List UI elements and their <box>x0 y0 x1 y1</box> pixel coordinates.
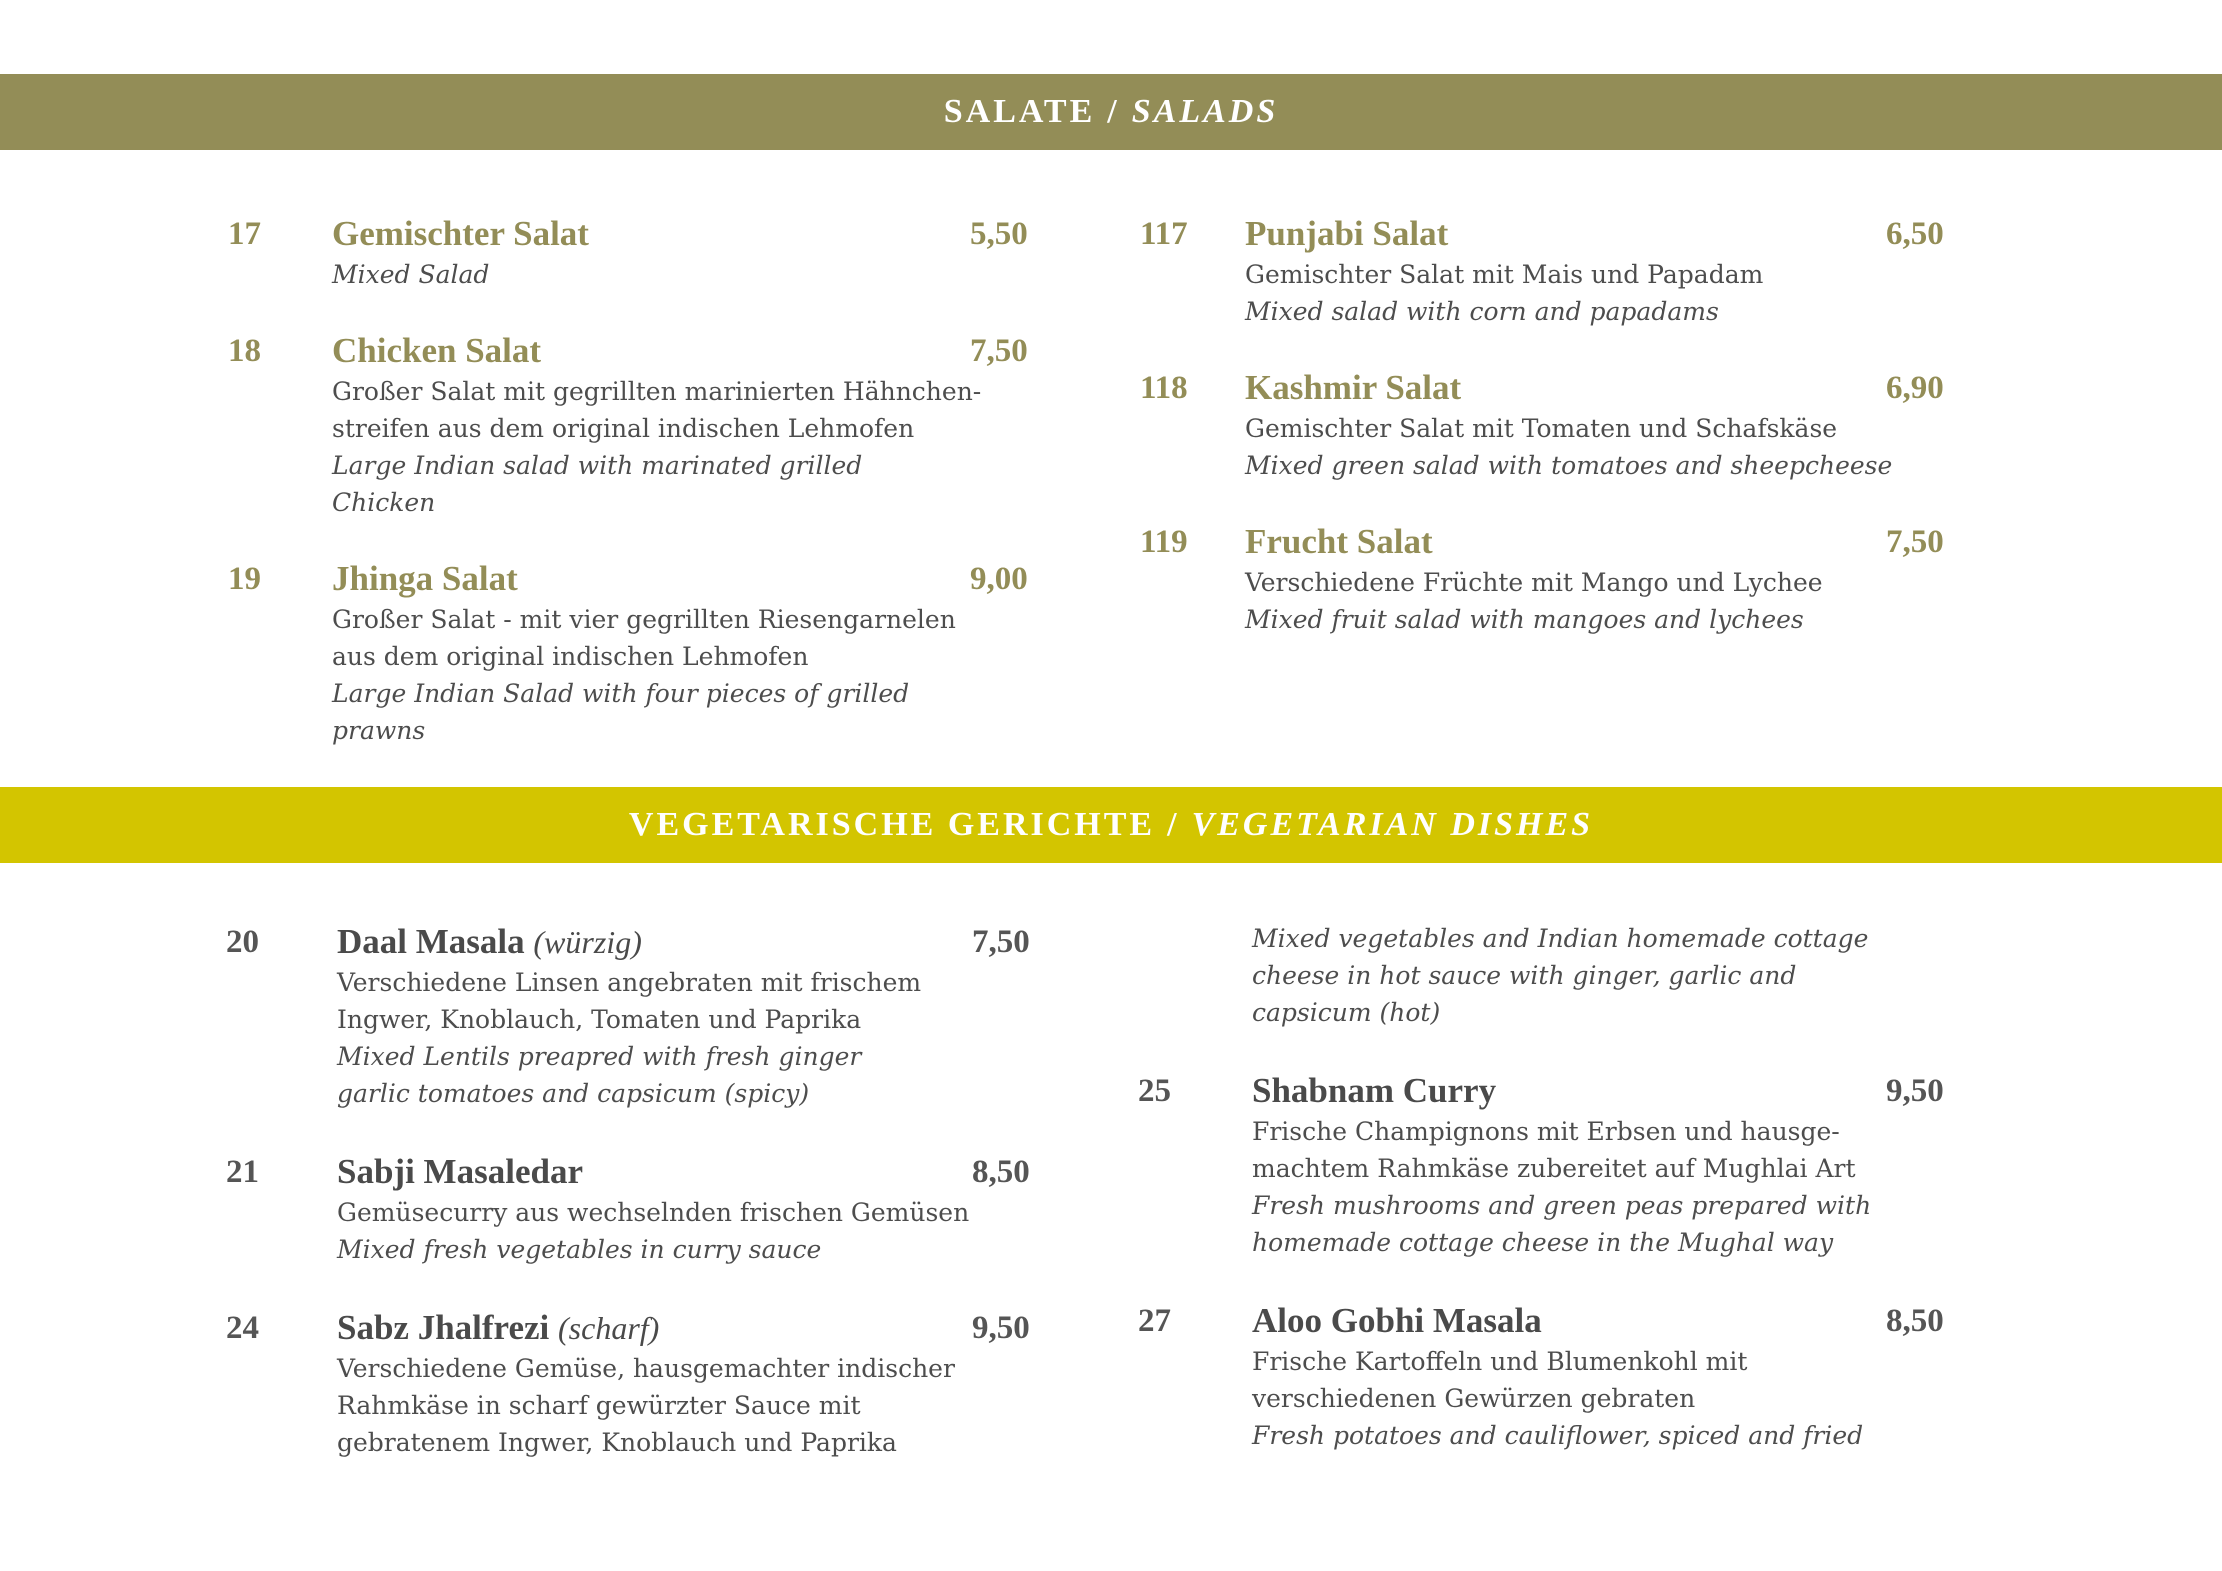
item-name: Punjabi Salat <box>1245 214 1449 253</box>
section-title-de: VEGETARISCHE GERICHTE <box>628 806 1156 843</box>
item-description <box>1245 564 1970 638</box>
item-name-row <box>337 1306 1056 1350</box>
description-line-en: garlic tomatoes and capsicum (spicy) <box>337 1079 810 1108</box>
section-title-separator: / <box>1167 806 1180 843</box>
description-line-en: capsicum (hot) <box>1252 998 1441 1027</box>
section-title-separator: / <box>1107 93 1120 130</box>
description-line-en: Large Indian Salad with four pieces of grilled <box>332 679 910 708</box>
description-line-en: Mixed fresh vegetables in curry sauce <box>337 1235 822 1264</box>
item-number: 118 <box>1140 370 1188 406</box>
description-line-en: Mixed green salad with tomatoes and sheepcheese <box>1245 451 1893 480</box>
section-title-en: VEGETARIAN DISHES <box>1191 806 1594 843</box>
section-title-en: SALADS <box>1131 93 1279 130</box>
item-description <box>1252 1113 1978 1261</box>
item-description <box>332 256 1048 293</box>
item-price: 8,50 <box>972 1154 1030 1190</box>
item-note: (scharf) <box>558 1310 660 1346</box>
item-number: 19 <box>228 561 261 597</box>
item-price: 8,50 <box>1886 1303 1944 1339</box>
section-header-vegetarian <box>0 787 2222 863</box>
description-line-en: Large Indian salad with marinated grilled <box>332 451 863 480</box>
item-price: 9,50 <box>972 1310 1030 1346</box>
menu-item <box>226 1306 1056 1461</box>
item-price: 9,00 <box>970 561 1028 597</box>
item-number: 25 <box>1138 1073 1171 1109</box>
salads-left-column <box>228 212 1048 749</box>
menu-item <box>1138 1299 1978 1454</box>
item-name: Frucht Salat <box>1245 522 1433 561</box>
description-line-de: Frische Kartoffeln und Blumenkohl mit <box>1252 1347 1748 1376</box>
vegetarian-left-column <box>226 920 1056 1461</box>
item-price: 7,50 <box>972 924 1030 960</box>
item-price: 7,50 <box>1886 524 1944 560</box>
menu-item <box>228 329 1048 521</box>
item-description <box>1252 920 1978 1031</box>
item-note: (würzig) <box>533 924 642 960</box>
description-line-de: aus dem original indischen Lehmofen <box>332 642 809 671</box>
item-name: Sabji Masaledar <box>337 1152 583 1191</box>
item-description <box>332 601 1048 749</box>
description-line-en: Mixed fruit salad with mangoes and lychees <box>1245 605 1804 634</box>
item-number: 24 <box>226 1310 259 1346</box>
description-line-en: cheese in hot sauce with ginger, garlic and <box>1252 961 1797 990</box>
description-line-de: Ingwer, Knoblauch, Tomaten und Paprika <box>337 1005 862 1034</box>
section-title-de: SALATE <box>943 93 1096 130</box>
menu-item <box>1140 520 1970 638</box>
section-header-salads <box>0 74 2222 150</box>
item-name-row <box>337 920 1056 964</box>
item-description <box>337 1194 1056 1268</box>
description-line-en: Chicken <box>332 488 436 517</box>
item-name: Shabnam Curry <box>1252 1071 1497 1110</box>
menu-item <box>226 1150 1056 1268</box>
item-name: Jhinga Salat <box>332 559 518 598</box>
description-line-en: Mixed Salad <box>332 260 490 289</box>
item-number: 20 <box>226 924 259 960</box>
menu-item <box>226 920 1056 1112</box>
description-line-en: Fresh mushrooms and green peas prepared with <box>1252 1191 1872 1220</box>
description-line-en: Mixed salad with corn and papadams <box>1245 297 1719 326</box>
description-line-de: Rahmkäse in scharf gewürzter Sauce mit <box>337 1391 861 1420</box>
salads-right-column <box>1140 212 1970 638</box>
item-name: Sabz Jhalfrezi <box>337 1308 550 1347</box>
description-line-en: Fresh potatoes and cauliflower, spiced and fried <box>1252 1421 1864 1450</box>
item-name: Chicken Salat <box>332 331 542 370</box>
item-description <box>337 1350 1056 1461</box>
item-price: 5,50 <box>970 216 1028 252</box>
item-number: 119 <box>1140 524 1188 560</box>
item-description <box>337 964 1056 1112</box>
item-price: 6,90 <box>1886 370 1944 406</box>
description-line-de: gebratenem Ingwer, Knoblauch und Paprika <box>337 1428 897 1457</box>
description-line-de: Gemüsecurry aus wechselnden frischen Gemüsen <box>337 1198 970 1227</box>
description-line-de: Verschiedene Linsen angebraten mit frischem <box>337 968 922 997</box>
menu-item <box>228 557 1048 749</box>
menu-item <box>1140 366 1970 484</box>
description-line-de: Gemischter Salat mit Tomaten und Schafskäse <box>1245 414 1838 443</box>
item-number: 117 <box>1140 216 1188 252</box>
item-price: 6,50 <box>1886 216 1944 252</box>
item-price: 9,50 <box>1886 1073 1944 1109</box>
description-line-de: Verschiedene Gemüse, hausgemachter indischer <box>337 1354 955 1383</box>
description-line-en: prawns <box>332 716 426 745</box>
item-number: 27 <box>1138 1303 1171 1339</box>
item-name: Kashmir Salat <box>1245 368 1462 407</box>
menu-item <box>1138 1069 1978 1261</box>
item-number: 18 <box>228 333 261 369</box>
description-line-en: Mixed vegetables and Indian homemade cottage <box>1252 924 1869 953</box>
item-name: Aloo Gobhi Masala <box>1252 1301 1542 1340</box>
item-number: 21 <box>226 1154 259 1190</box>
item-price: 7,50 <box>970 333 1028 369</box>
item-description <box>1252 1343 1978 1454</box>
description-line-de: Großer Salat - mit vier gegrillten Riesengarnelen <box>332 605 956 634</box>
description-line-de: Gemischter Salat mit Mais und Papadam <box>1245 260 1764 289</box>
vegetarian-right-column <box>1138 920 1978 1454</box>
description-line-de: Verschiedene Früchte mit Mango und Lychee <box>1245 568 1823 597</box>
item-description <box>1245 256 1970 330</box>
description-line-en: homemade cottage cheese in the Mughal way <box>1252 1228 1834 1257</box>
menu-item <box>228 212 1048 293</box>
item-number: 17 <box>228 216 261 252</box>
menu-item <box>1140 212 1970 330</box>
item-name: Gemischter Salat <box>332 214 589 253</box>
item-description <box>1245 410 1970 484</box>
item-name: Daal Masala <box>337 922 525 961</box>
item-description <box>332 373 1048 521</box>
description-line-de: Großer Salat mit gegrillten marinierten Hähnchen- <box>332 377 982 406</box>
description-line-de: verschiedenen Gewürzen gebraten <box>1252 1384 1696 1413</box>
description-line-en: Mixed Lentils preapred with fresh ginger <box>337 1042 862 1071</box>
description-line-de: streifen aus dem original indischen Lehmofen <box>332 414 915 443</box>
description-line-de: Frische Champignons mit Erbsen und hausge- <box>1252 1117 1840 1146</box>
menu-item-continuation <box>1138 920 1978 1031</box>
description-line-de: machtem Rahmkäse zubereitet auf Mughlai Art <box>1252 1154 1856 1183</box>
